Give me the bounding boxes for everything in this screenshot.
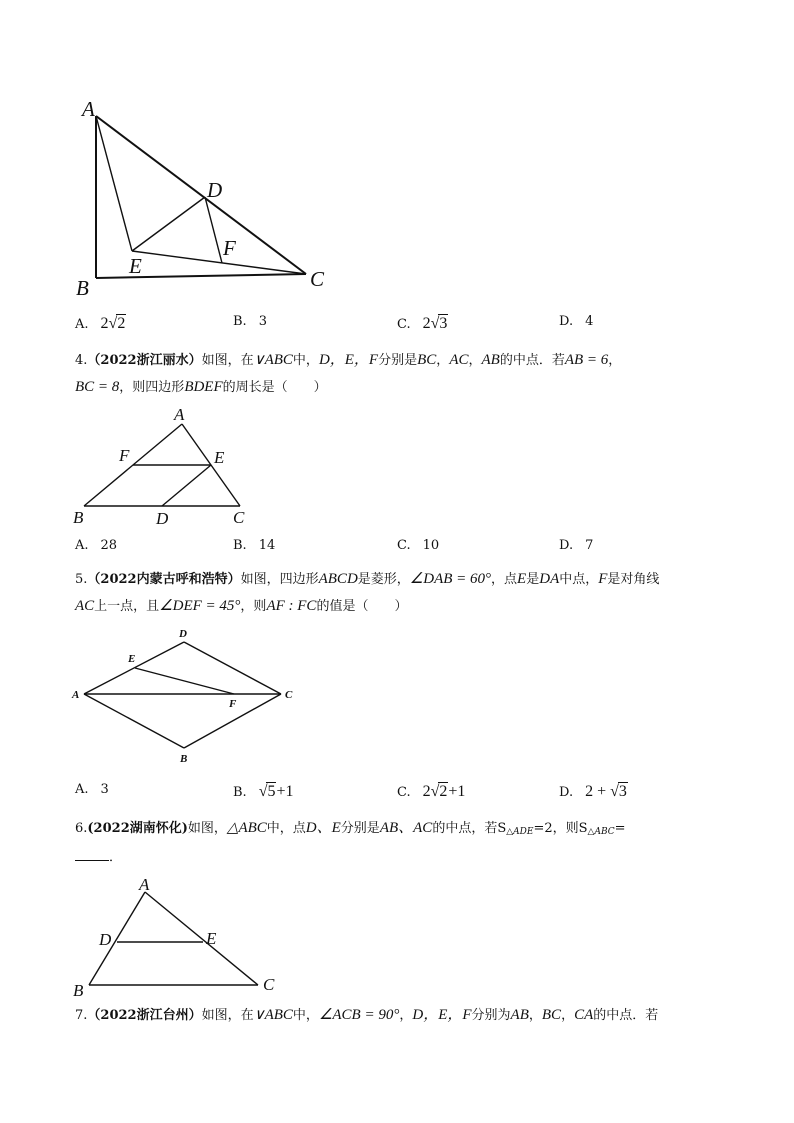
label-a: A (72, 689, 80, 701)
label-b: B (180, 753, 188, 765)
q5-option-c[interactable]: C. 2√2+1 (397, 783, 466, 800)
q5-option-d[interactable]: D. 2 + √3 (559, 783, 627, 800)
segment-ed (132, 197, 205, 251)
label-b: B (73, 508, 84, 527)
label-d: D (156, 509, 169, 528)
segment-ac (96, 116, 306, 274)
q5-option-a[interactable]: A. 3 (75, 782, 109, 797)
answer-blank[interactable] (75, 860, 109, 861)
segment-ba (84, 694, 184, 748)
label-a: A (174, 405, 185, 424)
q4-options (75, 538, 755, 560)
figure-q3-lines (96, 116, 306, 278)
label-d: D (207, 178, 223, 202)
figure-q3 (0, 0, 794, 310)
q5-options (75, 782, 755, 804)
q5-option-b[interactable]: B. √5+1 (233, 783, 294, 800)
question-4: 4.（2022浙江丽水）如图，在∨ABC中，D，E，F分别是BC，AC，AB的中点．若AB = 6， BC = 8，则四边形BDEF的周长是（ ） (75, 352, 622, 395)
segment-df (205, 197, 222, 263)
label-c: C (310, 267, 325, 291)
q4-option-c[interactable]: C. 10 (397, 538, 440, 553)
label-b: B (73, 981, 84, 1000)
q3-option-c[interactable]: C. 2√3 (397, 315, 448, 332)
q3-option-b[interactable]: B. 3 (233, 314, 267, 329)
q3-option-a[interactable]: A. 2√2 (75, 315, 126, 332)
segment-dc (184, 642, 281, 694)
segment-ef (135, 668, 234, 694)
figure-q6 (0, 870, 794, 1005)
question-5: 5.（2022内蒙古呼和浩特）如图，四边形ABCD是菱形，∠DAB = 60°，点E是DA中点，F是对角线 AC上一点，且∠DEF = 45°，则AF : FC的值是（ ） (75, 571, 660, 614)
label-d: D (179, 628, 187, 640)
q4-option-d[interactable]: D. 7 (559, 538, 594, 553)
figure-q5 (0, 620, 794, 770)
segment-bc (96, 274, 306, 278)
label-d: D (99, 930, 112, 949)
segment-ed (162, 465, 211, 506)
label-e: E (214, 448, 225, 467)
label-f: F (223, 236, 236, 260)
label-a: A (82, 97, 95, 121)
figure-q4 (0, 400, 794, 535)
label-a: A (139, 875, 150, 894)
question-7: 7.（2022浙江台州）如图，在∨ABC中，∠ACB = 90°，D，E，F分别为AB，BC，CA的中点．若 (75, 1007, 659, 1023)
segment-ab (89, 892, 145, 985)
label-c: C (263, 975, 275, 994)
q3-options (75, 314, 755, 336)
label-f: F (119, 446, 130, 465)
segment-ae (96, 116, 132, 251)
label-c: C (285, 689, 293, 701)
label-b: B (76, 276, 89, 300)
q4-option-b[interactable]: B. 14 (233, 538, 276, 553)
segment-ad (84, 642, 184, 694)
label-e: E (128, 653, 136, 665)
label-c: C (233, 508, 245, 527)
label-f: F (229, 698, 237, 710)
segment-ac (145, 892, 258, 985)
question-6: 6.(2022湖南怀化)如图，△ABC中，点D、E分别是AB、AC的中点，若$S_{\triangle ADE}=2$，则$S_{\triangle ABC}=$ ． (75, 820, 626, 865)
q3-option-d[interactable]: D. 4 (559, 314, 594, 329)
q4-option-a[interactable]: A. 28 (75, 538, 118, 553)
label-e: E (129, 254, 142, 278)
label-e: E (206, 929, 217, 948)
